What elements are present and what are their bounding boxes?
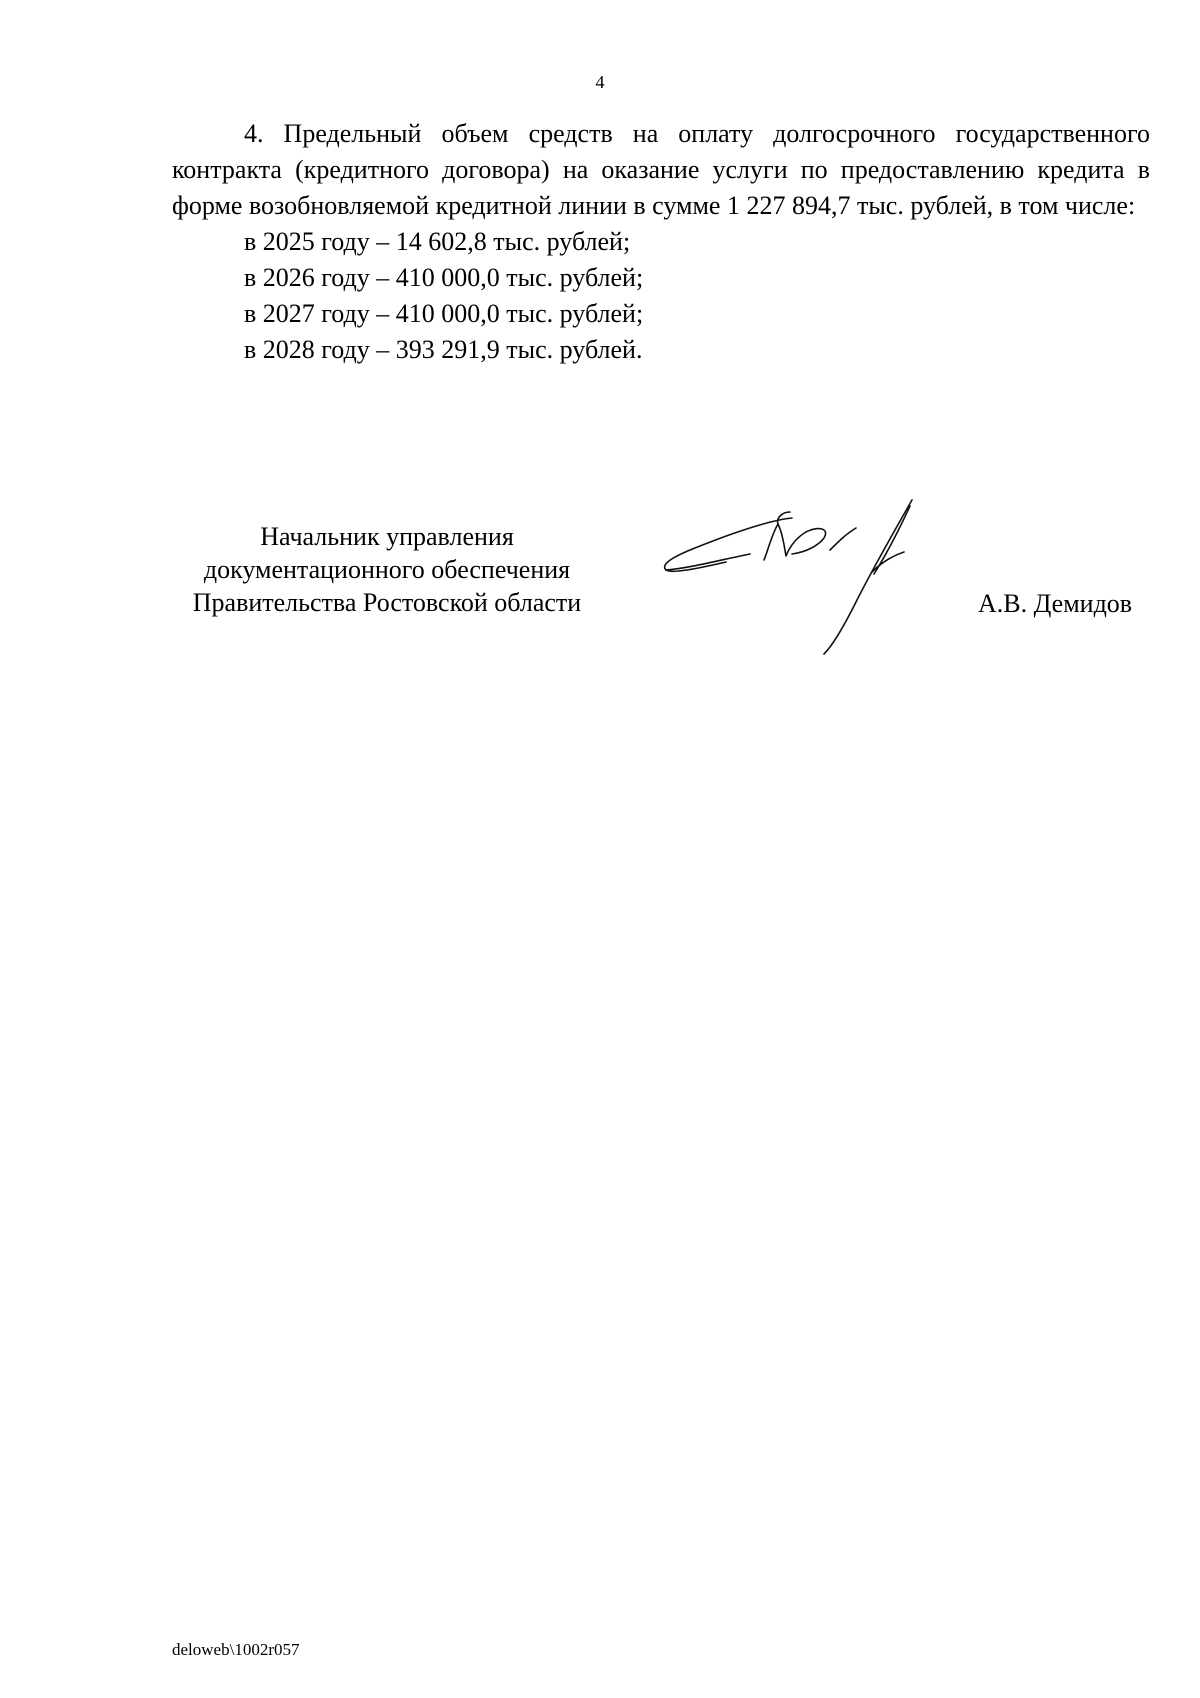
position-line-1: Начальник управления bbox=[260, 522, 514, 551]
position-line-3: Правительства Ростовской области bbox=[192, 588, 582, 617]
limit-paragraph: 4. Предельный объем средств на оплату долгосрочного государственного контракта (кредитного договора) на оказание услуги по предоставлению кредита в форме возобновляемой кредитной линии в сумме 1 227 894,7 тыс. рублей, в том числе: bbox=[172, 119, 1150, 220]
page-number: 4 bbox=[595, 72, 605, 92]
year-item-2025: в 2025 году – 14 602,8 тыс. рублей; bbox=[244, 227, 631, 256]
year-item-2027: в 2027 году – 410 000,0 тыс. рублей; bbox=[244, 299, 644, 328]
signatory-position bbox=[172, 520, 602, 619]
year-item-2028: в 2028 году – 393 291,9 тыс. рублей. bbox=[244, 335, 643, 364]
signer-name: А.В. Демидов bbox=[978, 589, 1133, 618]
body-text bbox=[172, 116, 1150, 368]
document-code: deloweb\1002r057 bbox=[172, 1640, 300, 1659]
position-line-2: документационного обеспечения bbox=[203, 555, 571, 584]
handwritten-signature bbox=[660, 498, 950, 658]
year-item-2026: в 2026 году – 410 000,0 тыс. рублей; bbox=[244, 263, 644, 292]
